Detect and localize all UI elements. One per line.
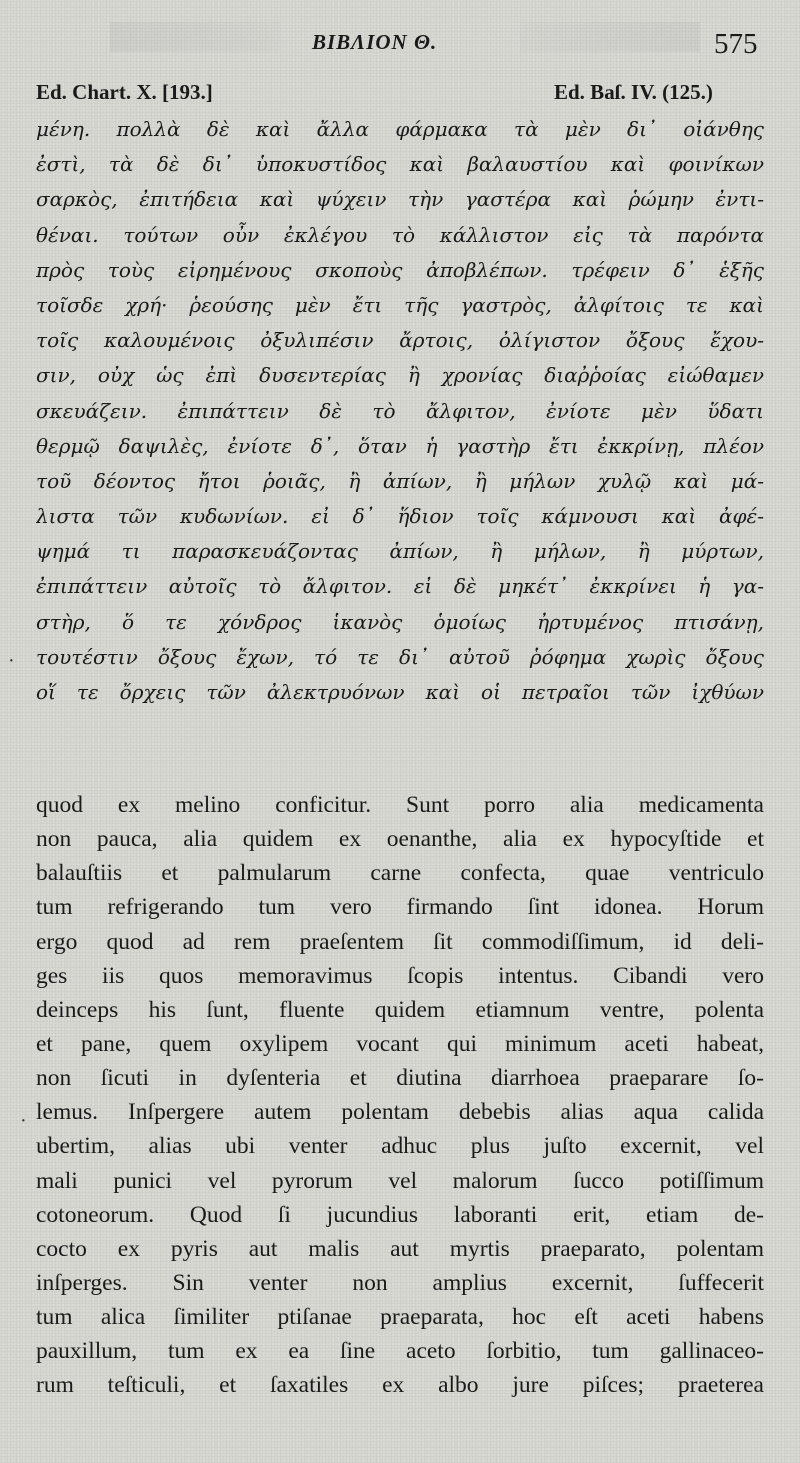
greek-text-line: λιστα τῶν κυδωνίων. εἰ δ᾽ ἥδιον τοῖς κάμνουσι καὶ ἀφέ- [36,504,764,529]
greek-text-line: θερμῷ δαψιλὲς, ἐνίοτε δ᾽, ὅταν ἡ γαστὴρ ἔτι ἐκκρίνῃ, πλέον [36,433,764,458]
latin-text-line: ergo quod ad rem praeſentem ſit commodiſſimum, id deli- [36,928,764,955]
latin-text-line: ubertim, alias ubi venter adhuc plus juſto excernit, vel [36,1133,764,1160]
latin-text-line: tum refrigerando tum vero firmando ſint idonea. Horum [36,894,764,921]
latin-text-line: tum alica ſimiliter ptiſanae praeparata, hoc eſt aceti habens [36,1304,764,1331]
greek-text-line: μένη. πολλὰ δὲ καὶ ἄλλα φάρμακα τὰ μὲν δι᾽ οἰάνθης [36,117,764,141]
greek-text-line: τουτέστιν ὄξους ἔχων, τό τε δι᾽ αὐτοῦ ῥόφημα χωρὶς ὄξους [36,644,764,669]
greek-text-line: θέναι. τούτων οὖν ἐκλέγου τὸ κάλλιστον εἰς τὰ παρόντα [36,222,764,247]
latin-text-line: inſperges. Sin venter non amplius excernit, ſuffecerit [36,1269,764,1296]
greek-text-line: σκευάζειν. ἐπιπάττειν δὲ τὸ ἄλφιτον, ἐνίοτε μὲν ὕδατι [36,398,764,423]
greek-text-line: σιν, οὐχ ὡς ἐπὶ δυσεντερίας ἢ χρονίας διαῤῥοίας εἰώθαμεν [36,363,764,388]
latin-text-block [36,788,764,1403]
margin-mark: · [8,650,15,672]
greek-text-line: σαρκὸς, ἐπιτήδεια καὶ ψύχειν τὴν γαστέρα καὶ ῥώμην ἐντι- [36,187,764,212]
margin-mark: · [20,1110,27,1132]
greek-text-line: πρὸς τοὺς εἰρημένους σκοποὺς ἀποβλέπων. τρέφειν δ᾽ ἑξῆς [36,257,764,282]
edition-reference-left: Ed. Chart. X. [193.] [36,80,213,104]
latin-text-line: quod ex melino conficitur. Sunt porro alia medicamenta [36,792,764,818]
latin-text-line: non ſicuti in dyſenteria et diutina diarrhoea praeparare ſo- [36,1065,764,1092]
greek-text-line: τοῖσδε χρή· ῥεούσης μὲν ἔτι τῆς γαστρὸς, ἀλφίτοις τε καὶ [36,292,764,317]
latin-text-line: non pauca, alia quidem ex oenanthe, alia ex hypocyſtide et [36,826,764,853]
latin-text-line: pauxillum, tum ex ea ſine aceto ſorbitio, tum gallinaceo- [36,1338,764,1365]
latin-text-line: cocto ex pyris aut malis aut myrtis praeparato, polentam [36,1235,764,1262]
latin-text-line: balauſtiis et palmularum carne confecta, quae ventriculo [36,860,764,887]
greek-text-block [36,112,764,710]
latin-text-line: rum teſticuli, et ſaxatiles ex albo jure piſces; praeterea [36,1372,764,1399]
greek-text-line: ἐπιπάττειν αὐτοῖς τὸ ἄλφιτον. εἰ δὲ μηκέτ᾽ ἐκκρίνει ἡ γα- [36,574,764,599]
page-number: 575 [714,28,758,60]
greek-text-line: τοῦ δέοντος ἤτοι ῥοιᾶς, ἢ ἀπίων, ἢ μήλων χυλῷ καὶ μά- [36,468,764,493]
latin-text-line: et pane, quem oxylipem vocant qui minimum aceti habeat, [36,1030,764,1057]
greek-text-line: οἵ τε ὄρχεις τῶν ἀλεκτρυόνων καὶ οἱ πετραῖοι τῶν ἰχθύων [36,680,764,704]
edition-reference-right: Ed. Baſ. IV. (125.) [554,80,713,104]
show-through-right [520,22,700,52]
latin-text-line: ges iis quos memoravimus ſcopis intentus. Cibandi vero [36,962,764,989]
greek-text-line: στὴρ, ὅ τε χόνδρος ἱκανὸς ὁμοίως ἠρτυμένος πτισάνῃ, [36,609,764,634]
latin-text-line: deinceps his ſunt, fluente quidem etiamnum ventre, polenta [36,996,764,1023]
running-title: ΒΙΒΛΙΟΝ Θ. [312,30,438,54]
greek-text-line: ἐστὶ, τὰ δὲ δι᾽ ὑποκυστίδος καὶ βαλαυστίου καὶ φοινίκων [36,152,764,177]
latin-text-line: lemus. Inſpergere autem polentam debebis alias aqua calida [36,1099,764,1126]
latin-text-line: mali punici vel pyrorum vel malorum ſucco potiſſimum [36,1167,764,1194]
greek-text-line: ψημά τι παρασκευάζοντας ἀπίων, ἢ μήλων, ἢ μύρτων, [36,539,764,564]
greek-text-line: τοῖς καλουμένοις ὀξυλιπέσιν ἄρτοις, ὀλίγιστον ὄξους ἔχου- [36,328,764,353]
latin-text-line: cotoneorum. Quod ſi jucundius laboranti erit, etiam de- [36,1201,764,1228]
show-through-left [110,22,280,52]
